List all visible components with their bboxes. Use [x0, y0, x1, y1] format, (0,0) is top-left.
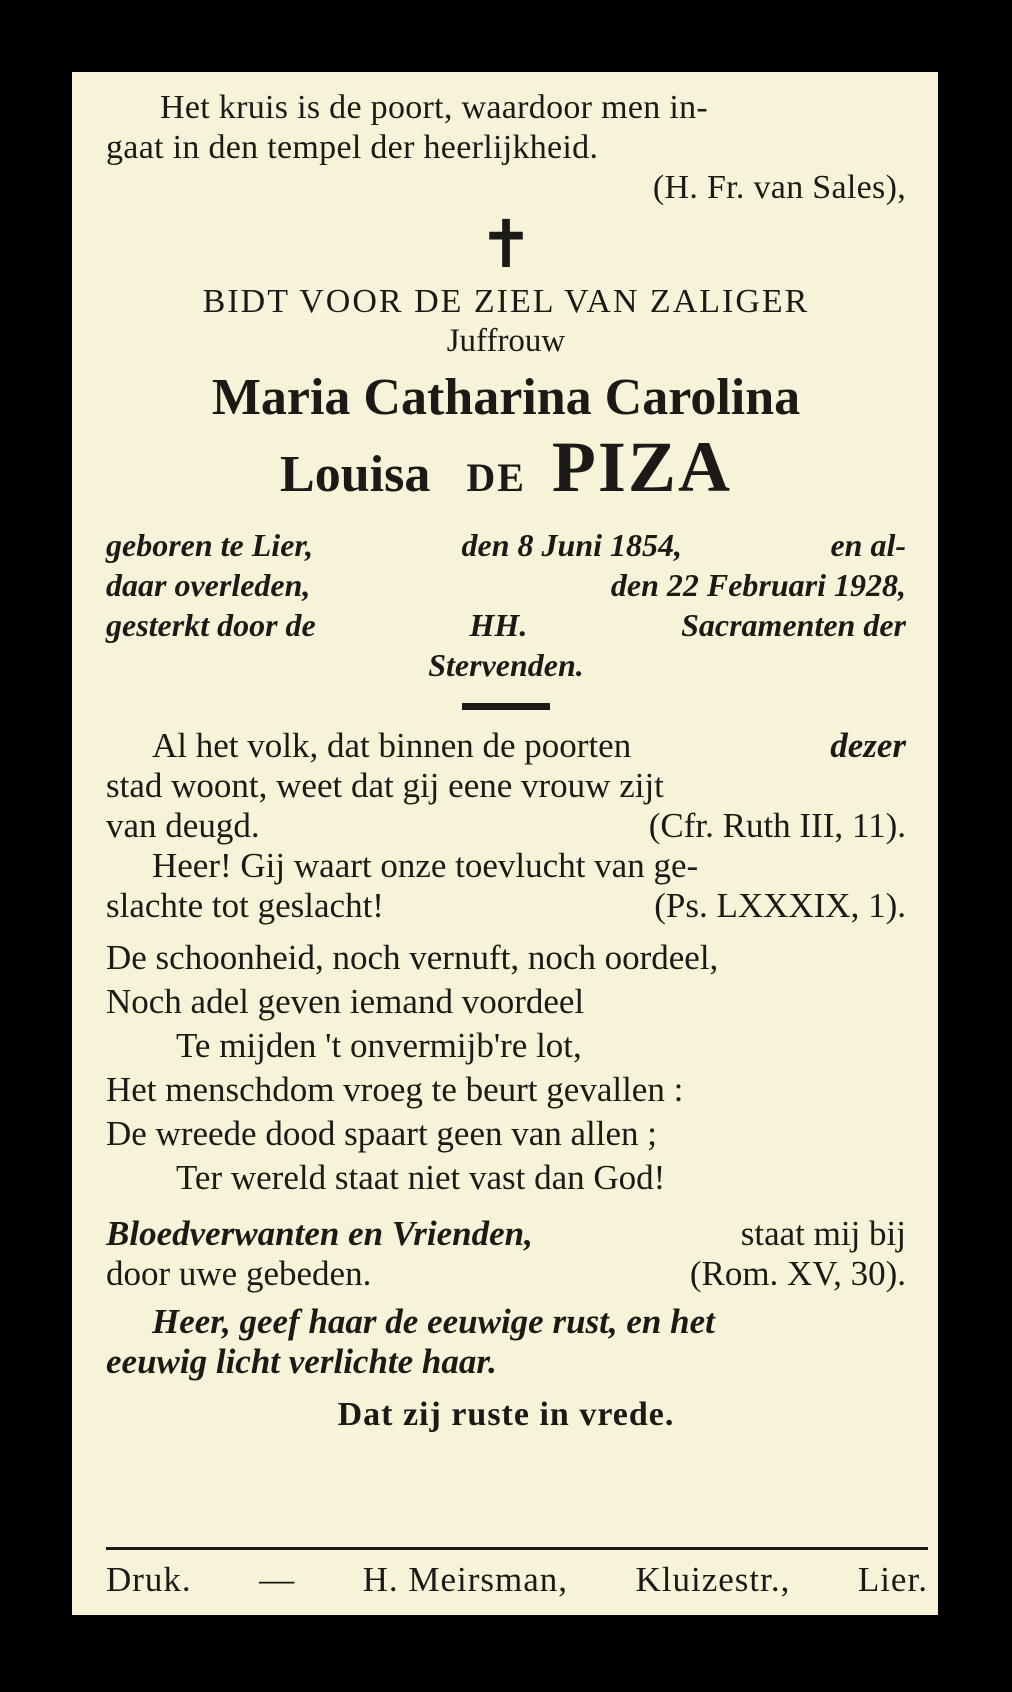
printer-line: [106, 1558, 928, 1602]
birth-line-2: [106, 565, 906, 605]
birth-death-notice: [106, 525, 906, 685]
death-date: den 22 Februari 1928,: [610, 567, 906, 603]
poem-line-2: Noch adel geven iemand voordeel: [106, 982, 585, 1021]
divider: [462, 703, 550, 710]
ruth-text-italic: dezer: [830, 726, 906, 765]
psalm-line-2: [106, 886, 906, 926]
first-name: Louisa: [280, 446, 431, 503]
deceased-name-line-1: Maria Catharina Carolina: [211, 369, 801, 426]
birth-line-4: Stervenden.: [428, 647, 584, 683]
birth-line-3: [106, 605, 906, 645]
birth-date: den 8 Juni 1854,: [461, 527, 682, 563]
ruth-text-3: van deugd.: [106, 806, 260, 845]
death-text: daar overleden,: [106, 567, 311, 603]
cross-icon: ✝: [478, 206, 534, 283]
epigraph-source: (H. Fr. van Sales),: [652, 169, 906, 206]
scripture-ruth: [106, 726, 906, 846]
birth-line-1: [106, 525, 906, 565]
footer-divider: [106, 1547, 928, 1550]
appeal-line-2: [106, 1254, 906, 1294]
birth-text: geboren te Lier,: [106, 527, 314, 563]
ruth-text-1: Al het volk, dat binnen de poorten: [152, 726, 632, 765]
poem-line-1: De schoonheid, noch vernuft, noch oordeel,: [106, 938, 719, 977]
epigraph-line-2: gaat in den tempel der heerlijkheid.: [106, 129, 599, 166]
ruth-reference: (Cfr. Ruth III, 11).: [648, 806, 906, 845]
memorial-card: [72, 72, 938, 1615]
appeal-reference: (Rom. XV, 30).: [689, 1254, 906, 1293]
printer-dash: —: [259, 1560, 296, 1599]
sacrament-text-1: gesterkt door de: [106, 607, 316, 643]
appeal-italic: Bloedverwanten en Vrienden,: [106, 1214, 533, 1253]
name-particle: DE: [466, 455, 526, 500]
appeal-text-2: door uwe gebeden.: [106, 1254, 372, 1293]
prayer-heading: BIDT VOOR DE ZIEL VAN ZALIGER: [202, 283, 810, 320]
sacrament-text-3: Sacramenten der: [681, 607, 906, 643]
rest-prayer-line-2: eeuwig licht verlichte haar.: [106, 1342, 497, 1381]
deceased-name-line-2: [106, 427, 906, 513]
printer-label: Druk.: [106, 1560, 192, 1599]
sacrament-text-2: HH.: [469, 607, 528, 643]
rest-prayer-line-1: Heer, geef haar de eeuwige rust, en het: [152, 1302, 715, 1341]
epigraph: [106, 88, 906, 208]
ruth-line-1: [106, 726, 906, 766]
printer-city: Lier.: [857, 1560, 928, 1599]
birth-text-end: en al-: [830, 527, 906, 563]
psalm-text: slachte tot geslacht!: [106, 886, 384, 925]
deceased-title: Juffrouw: [446, 323, 566, 359]
poem-line-3: Te mijden 't onvermijb're lot,: [176, 1026, 582, 1065]
scripture-psalm: [106, 846, 906, 926]
poem: [106, 936, 906, 1200]
psalm-reference: (Ps. LXXXIX, 1).: [654, 886, 906, 925]
closing-line: Dat zij ruste in vrede.: [337, 1396, 675, 1433]
rest-prayer: [106, 1302, 906, 1382]
appeal-text: staat mij bij: [740, 1214, 906, 1253]
surname: PIZA: [551, 427, 732, 507]
printer-name: H. Meirsman,: [362, 1560, 569, 1599]
poem-line-6: Ter wereld staat niet vast dan God!: [176, 1158, 666, 1197]
poem-line-5: De wreede dood spaart geen van allen ;: [106, 1114, 658, 1153]
poem-line-4: Het menschdom vroeg te beurt gevallen :: [106, 1070, 684, 1109]
appeal-line-1: [106, 1214, 906, 1254]
ruth-line-2: stad woont, weet dat gij eene vrouw zijt: [106, 766, 664, 805]
appeal: [106, 1214, 906, 1294]
epigraph-line-1: Het kruis is de poort, waardoor men in-: [160, 89, 709, 126]
ruth-line-3: [106, 806, 906, 846]
psalm-line-1: Heer! Gij waart onze toevlucht van ge-: [152, 846, 699, 885]
printer-address: Kluizestr.,: [635, 1560, 791, 1599]
